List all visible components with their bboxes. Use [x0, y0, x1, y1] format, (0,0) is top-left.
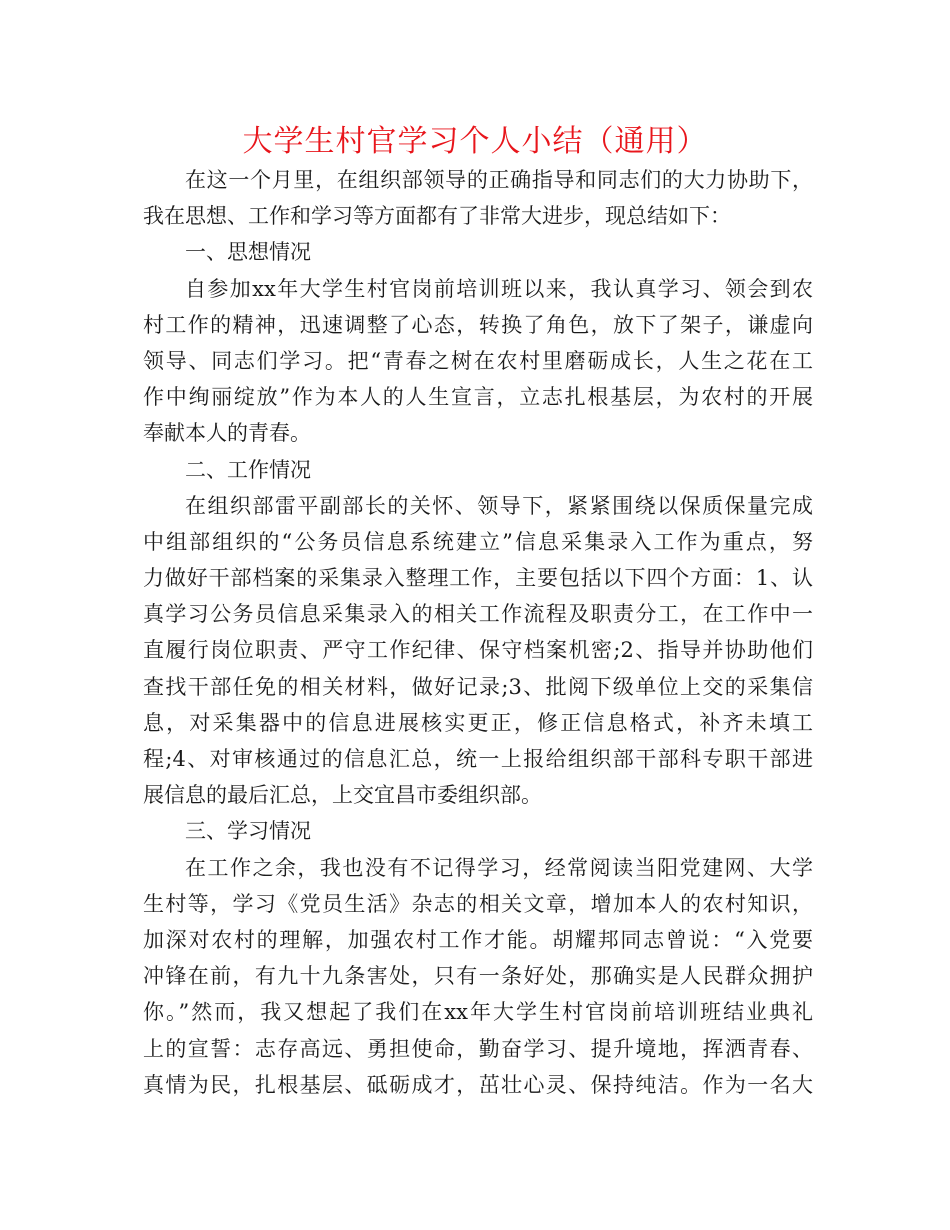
paragraph-line: 力做好干部档案的采集录入整理工作，主要包括以下四个方面：1、认 [143, 566, 813, 591]
paragraph-line: 加深对农村的理解，加强农村工作才能。胡耀邦同志曾说：“入党要 [143, 927, 813, 952]
paragraph-line: 村工作的精神，迅速调整了心态，转换了角色，放下了架子，谦虚向 [143, 312, 813, 337]
paragraph-line: 生村等，学习《党员生活》杂志的相关文章，增加本人的农村知识， [143, 891, 813, 916]
paragraph-line: 领导、同志们学习。把“青春之树在农村里磨砺成长，人生之花在工 [143, 348, 813, 373]
paragraph-line: 查找干部任免的相关材料，做好记录;3、批阅下级单位上交的采集信 [143, 674, 813, 699]
paragraph-line: 自参加xx年大学生村官岗前培训班以来，我认真学习、领会到农 [185, 276, 813, 301]
paragraph-line: 在组织部雷平副部长的关怀、领导下，紧紧围绕以保质保量完成 [185, 493, 813, 518]
section-heading-thought: 一、思想情况 [185, 240, 311, 265]
intro-line: 我在思想、工作和学习等方面都有了非常大进步，现总结如下： [143, 204, 731, 229]
document-title: 大学生村官学习个人小结（通用） [242, 124, 708, 159]
paragraph-line: 中组部组织的“公务员信息系统建立”信息采集录入工作为重点，努 [143, 529, 813, 554]
paragraph-line: 直履行岗位职责、严守工作纪律、保守档案机密;2、指导并协助他们 [143, 638, 813, 663]
section-heading-study: 三、学习情况 [185, 819, 311, 844]
document-body [143, 162, 813, 1103]
paragraph-line: 在工作之余，我也没有不记得学习，经常阅读当阳党建网、大学 [185, 855, 813, 880]
paragraph-line: 息，对采集器中的信息进展核实更正，修正信息格式，补齐未填工 [143, 710, 813, 735]
paragraph-line: 上的宣誓：志存高远、勇担使命，勤奋学习、提升境地，挥洒青春、 [143, 1036, 813, 1061]
paragraph-line: 作中绚丽绽放”作为本人的人生宣言，立志扎根基层，为农村的开展 [143, 385, 813, 410]
section-heading-work: 二、工作情况 [185, 457, 311, 482]
paragraph-line: 程;4、对审核通过的信息汇总，统一上报给组织部干部科专职干部进 [143, 747, 813, 771]
paragraph-line: 真情为民，扎根基层、砥砺成才，茁壮心灵、保持纯洁。作为一名大 [143, 1072, 813, 1097]
paragraph-line: 冲锋在前，有九十九条害处，只有一条好处，那确实是人民群众拥护 [143, 964, 813, 989]
intro-line: 在这一个月里，在组织部领导的正确指导和同志们的大力协助下， [185, 168, 813, 192]
paragraph-line: 真学习公务员信息采集录入的相关工作流程及职责分工，在工作中一 [143, 602, 813, 627]
paragraph-line: 展信息的最后汇总，上交宜昌市委组织部。 [143, 783, 542, 808]
paragraph-line: 奉献本人的青春。 [143, 421, 311, 446]
paragraph-line: 你。”然而，我又想起了我们在xx年大学生村官岗前培训班结业典礼 [143, 1000, 813, 1025]
